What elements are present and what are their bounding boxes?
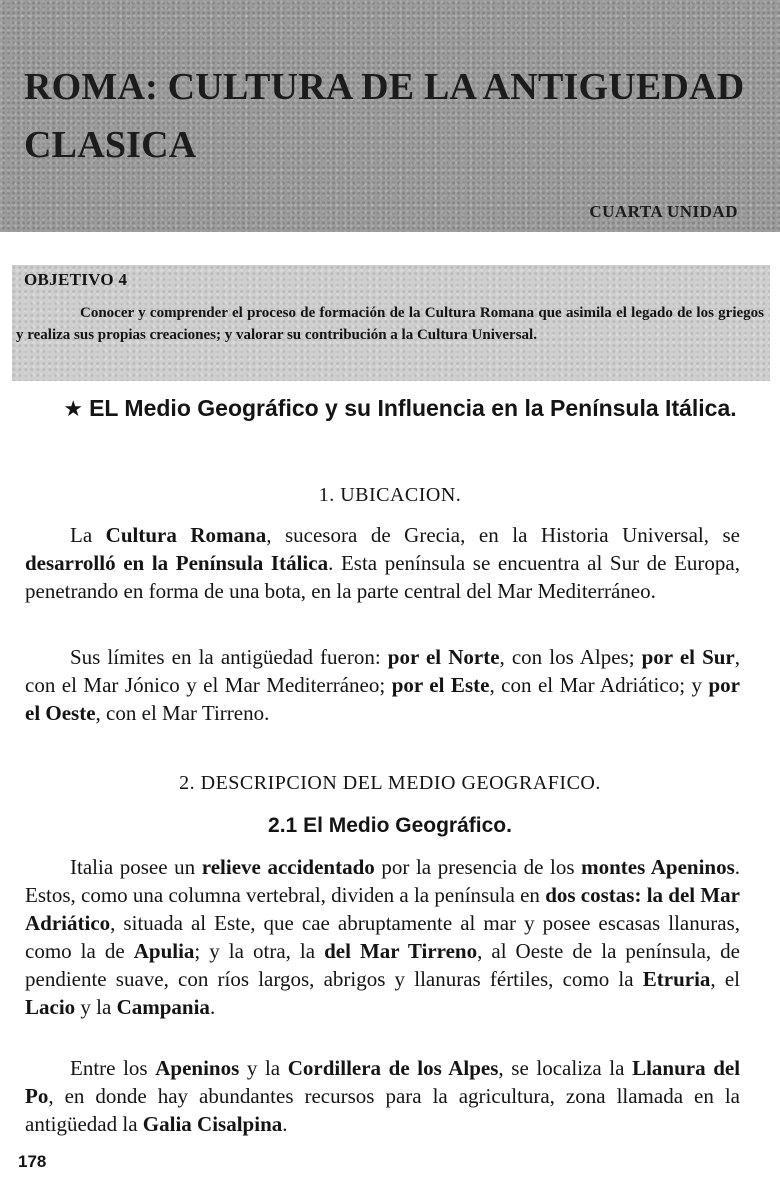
paragraph-medio-2: Entre los Apeninos y la Cordillera de los Alpes, se localiza la Llanura del Po, en donde hay abundantes recursos para la agricultura, zona llamada en la antigüedad la Galia Cisalpina. xyxy=(25,1056,741,1136)
unit-label: CUARTA UNIDAD xyxy=(589,202,738,221)
paragraph-ubicacion-1: La Cultura Romana, sucesora de Grecia, en la Historia Universal, se desarrolló en la Península Itálica. Esta península se encuentra al Sur de Europa, penetrando en forma de una bota, en la parte central del Mar Mediterráneo. xyxy=(25,523,740,603)
paragraph-ubicacion-2: Sus límites en la antigüedad fueron: por el Norte, con los Alpes; por el Sur, con el Mar Jónico y el Mar Mediterráneo; por el Este, con el Mar Adriático; y por el Oeste, con el Mar Tirreno. xyxy=(25,645,740,725)
paragraph-medio-1: Italia posee un relieve accidentado por la presencia de los montes Apeninos. Estos, como una columna vertebral, dividen a la península en dos costas: la del Mar Adriático, situada al Este, que cae abruptamente al mar y posee escasas llanuras, como la de Apulia; y la otra, la del Mar Tirreno, al Oeste de la península, de pendiente suave, con ríos largos, abrigos y llanuras fértiles, como la Etruria, el Lacio y la Campania. xyxy=(25,855,741,1019)
objective-box xyxy=(12,265,770,381)
objective-label: OBJETIVO 4 xyxy=(24,270,128,289)
page-number: 178 xyxy=(18,1152,47,1171)
heading-ubicacion: 1. UBICACION. xyxy=(318,484,462,506)
section-heading xyxy=(60,392,740,425)
chapter-header xyxy=(0,0,780,232)
heading-descripcion: 2. DESCRIPCION DEL MEDIO GEOGRAFICO. xyxy=(179,772,601,794)
objective-text: Conocer y comprender el proceso de formación de la Cultura Romana que asimila el legado de los griegos y realiza sus propias creaciones; y valorar su contribución a la Cultura Universal. xyxy=(16,305,764,343)
subheading-medio-geografico: 2.1 El Medio Geográfico. xyxy=(268,814,512,837)
section-heading-text: EL Medio Geográfico y su Influencia en la Península Itálica. xyxy=(89,395,737,421)
star-icon: ★ xyxy=(63,396,84,421)
chapter-title: ROMA: CULTURA DE LA ANTIGUEDAD CLASICA xyxy=(24,66,745,166)
